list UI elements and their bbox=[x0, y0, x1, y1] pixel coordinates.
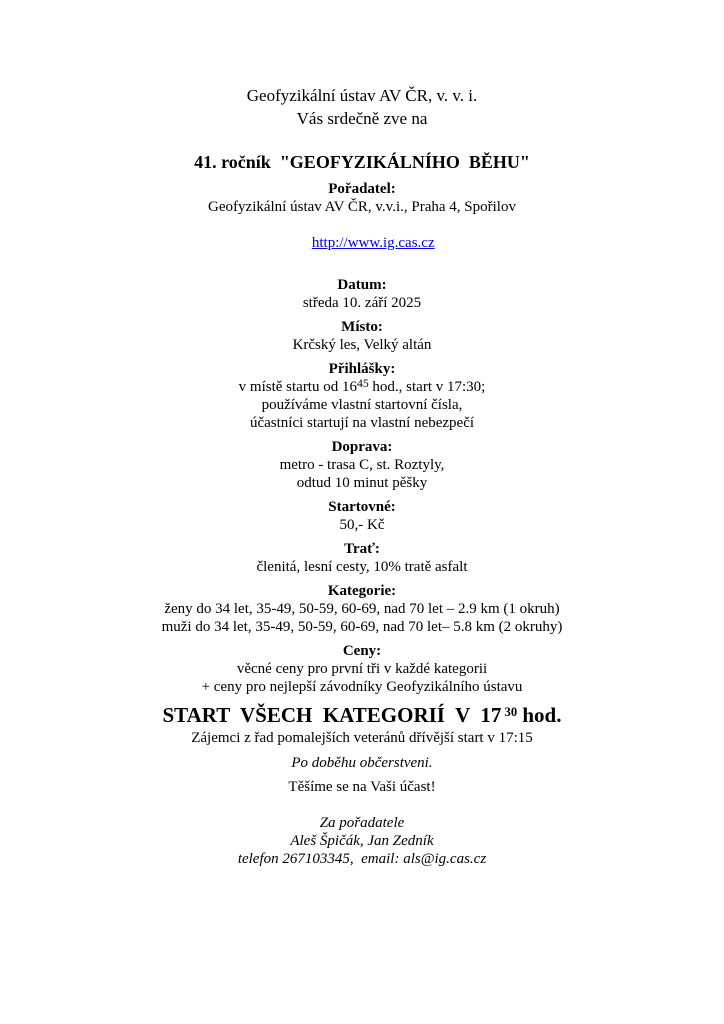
organizer-address-line: Geofyzikální ústav AV ČR, v.v.i., Praha 4, Spořilov bbox=[208, 199, 516, 215]
start-banner-prefix: START VŠECH KATEGORIÍ V 17 bbox=[162, 703, 502, 727]
veterans-note: Zájemci z řad pomalejších veteránů dřívější start v 17:15 bbox=[191, 730, 533, 746]
section-heading-trat: Trať: bbox=[344, 541, 380, 557]
event-title: 41. ročník "GEOFYZIKÁLNÍHO BĚHU" bbox=[194, 152, 530, 172]
section-heading-datum: Datum: bbox=[337, 277, 387, 293]
start-banner-suffix: hod. bbox=[517, 703, 562, 727]
prizes-institute-line: + ceny pro nejlepší závodníky Geofyzikálního ústavu bbox=[201, 679, 523, 695]
section-heading-poradatel: Pořadatel: bbox=[328, 181, 396, 197]
section-doprava bbox=[0, 438, 724, 492]
place-line: Krčský les, Velký altán bbox=[292, 337, 432, 353]
section-datum bbox=[0, 276, 724, 312]
section-heading-kategorie: Kategorie: bbox=[327, 583, 397, 599]
section-heading-misto: Místo: bbox=[341, 319, 383, 335]
section-heading-ceny: Ceny: bbox=[342, 643, 382, 659]
registration-time-suffix: hod., start v 17:30; bbox=[368, 379, 486, 395]
organizer-name-line: Geofyzikální ústav AV ČR, v. v. i. bbox=[246, 86, 478, 105]
website-line bbox=[0, 216, 724, 270]
section-prihlasky bbox=[0, 360, 724, 432]
section-kategorie bbox=[0, 582, 724, 636]
section-startovne bbox=[0, 498, 724, 534]
registration-numbers-line: používáme vlastní startovní čísla, bbox=[261, 397, 463, 413]
website-link[interactable]: http://www.ig.cas.cz bbox=[311, 235, 435, 251]
fee-line: 50,- Kč bbox=[339, 517, 385, 533]
section-heading-doprava: Doprava: bbox=[331, 439, 393, 455]
section-heading-startovne: Startovné: bbox=[328, 499, 396, 515]
prizes-line: věcné ceny pro první tři v každé kategorii bbox=[236, 661, 488, 677]
registration-time-superscript: 45 bbox=[356, 377, 369, 390]
start-banner-superscript: 30 bbox=[501, 705, 518, 719]
date-line: středa 10. září 2025 bbox=[302, 295, 422, 311]
section-misto bbox=[0, 318, 724, 354]
section-ceny bbox=[0, 642, 724, 696]
registration-risk-line: účastníci startují na vlastní nebezpečí bbox=[249, 415, 475, 431]
signature-contact-line: telefon 267103345, email: als@ig.cas.cz bbox=[237, 851, 487, 867]
section-trat bbox=[0, 540, 724, 576]
transport-walk-line: odtud 10 minut pěšky bbox=[296, 475, 428, 491]
registration-time-prefix: v místě startu od 16 bbox=[238, 379, 357, 395]
signature-on-behalf-line: Za pořadatele bbox=[319, 815, 405, 831]
registration-time-line bbox=[0, 378, 724, 396]
closing-note: Těšíme se na Vaši účast! bbox=[288, 779, 436, 795]
section-heading-prihlasky: Přihlášky: bbox=[328, 361, 396, 377]
category-women-line: ženy do 34 let, 35-49, 50-59, 60-69, nad 70 let – 2.9 km (1 okruh) bbox=[164, 601, 560, 617]
invitation-line: Vás srdečně zve na bbox=[296, 109, 428, 128]
start-time-banner bbox=[0, 702, 724, 728]
signature-names-line: Aleš Špičák, Jan Zedník bbox=[290, 833, 434, 849]
section-poradatel bbox=[0, 180, 724, 270]
category-men-line: muži do 34 let, 35-49, 50-59, 60-69, nad 70 let– 5.8 km (2 okruhy) bbox=[161, 619, 563, 635]
signature-block bbox=[0, 814, 724, 868]
track-line: členitá, lesní cesty, 10% tratě asfalt bbox=[256, 559, 468, 575]
transport-metro-line: metro - trasa C, st. Roztyly, bbox=[279, 457, 445, 473]
refreshment-note: Po doběhu občerstveni. bbox=[291, 755, 433, 771]
